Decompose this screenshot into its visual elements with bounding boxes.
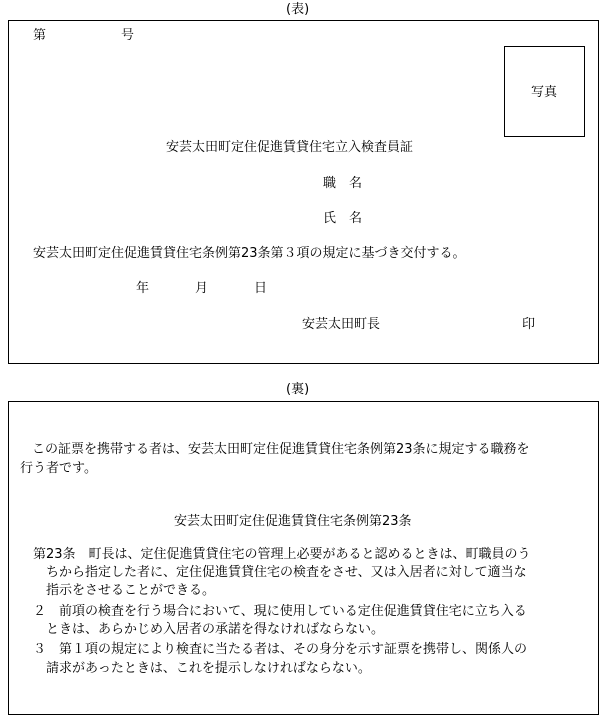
intro-line-2: 行う者です。 <box>20 461 97 476</box>
front-card <box>8 20 599 364</box>
paragraph-2-line-2: ときは、あらかじめ入居者の承諾を得なければならない。 <box>46 622 385 637</box>
date-day-label: 日 <box>254 281 268 296</box>
back-card <box>8 401 599 715</box>
date-month-label: 月 <box>195 281 209 296</box>
seal-mark: 印 <box>522 317 536 332</box>
photo-box <box>504 46 585 137</box>
front-side-label: (表) <box>286 2 310 17</box>
article-23-line-2: ちから指定した者に、定住促進賃貸住宅の検査をさせ、又は入居者に対して適当な <box>46 565 527 580</box>
intro-line-1: この証票を携帯する者は、安芸太田町定住促進賃貸住宅条例第23条に規定する職務を <box>32 442 530 457</box>
date-year-label: 年 <box>136 281 150 296</box>
photo-label: 写真 <box>531 85 558 100</box>
issuance-basis-text: 安芸太田町定住促進賃貸住宅条例第23条第３項の規定に基づき交付する。 <box>33 246 466 261</box>
paragraph-3-line-2: 請求があったときは、これを提示しなければならない。 <box>46 661 371 676</box>
paragraph-3-line-1: ３ 第１項の規定により検査に当たる者は、その身分を示す証票を携帯し、関係人の <box>33 642 528 657</box>
job-title-label: 職 名 <box>323 176 363 191</box>
back-side-label: (裏) <box>286 382 310 397</box>
name-label: 氏 名 <box>323 211 363 226</box>
article-23-line-1: 第23条 町長は、定住促進賃貸住宅の管理上必要があると認めるときは、町職員のう <box>33 547 531 562</box>
number-label-suffix: 号 <box>121 28 135 43</box>
certificate-title: 安芸太田町定住促進賃貸住宅立入検査員証 <box>166 140 414 155</box>
issuer-name: 安芸太田町長 <box>302 317 381 332</box>
article-23-line-3: 指示をさせることができる。 <box>46 583 216 598</box>
number-label-prefix: 第 <box>33 28 47 43</box>
paragraph-2-line-1: ２ 前項の検査を行う場合において、現に使用している定住促進賃貸住宅に立ち入る <box>33 604 527 619</box>
ordinance-title: 安芸太田町定住促進賃貸住宅条例第23条 <box>174 514 412 529</box>
